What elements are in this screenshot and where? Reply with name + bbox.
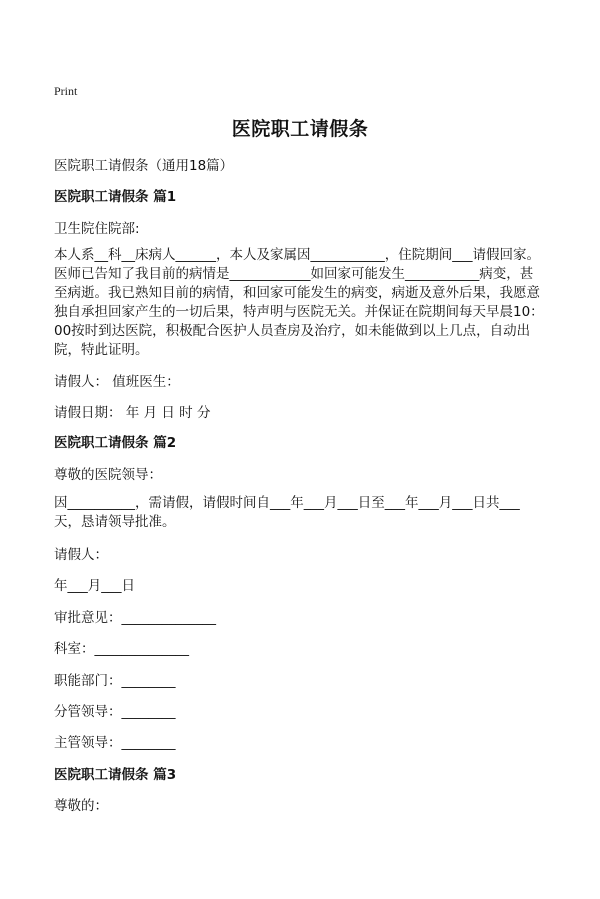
section-2-functional-dept: 职能部门：________ <box>54 673 176 689</box>
section-1-date: 请假日期： 年 月 日 时 分 <box>54 405 211 421</box>
section-2-body: 因__________，需请假，请假时间自___年___月___日至___年___月___日共___天，恳请领导批准。 <box>54 495 520 530</box>
section-1-greeting: 卫生院住院部: <box>54 221 140 237</box>
section-1-applicant: 请假人： 值班医生： <box>54 374 180 390</box>
print-link[interactable]: Print <box>54 84 78 98</box>
section-2-director: 主管领导：________ <box>54 735 176 751</box>
section-2-division-leader: 分管领导：________ <box>54 704 176 720</box>
page-title: 医院职工请假条 <box>231 118 369 140</box>
section-2-approval: 审批意见：______________ <box>54 610 216 626</box>
section-1-body: 本人系__科__床病人______，本人及家属因___________，住院期间___请假回家。医师已告知了我目前的病情是____________如回家可能发生___________病变，甚至病逝。我已熟知目前的病情，和回家可能发生的病变，病逝及意外后果，我愿意独自承担回家产生的一切后果，特声明与医院无关。并保证在院期间每天早晨10：00按时到达医院，积极配合医护人员查房及治疗，如未能做到以上几点，自动出院，特此证明。 <box>54 247 544 358</box>
section-2-applicant: 请假人： <box>54 547 108 563</box>
section-1-heading: 医院职工请假条 篇1 <box>54 189 177 205</box>
subtitle: 医院职工请假条（通用18篇） <box>54 158 234 174</box>
section-2-dept: 科室：______________ <box>54 641 189 657</box>
section-2-greeting: 尊敬的医院领导： <box>54 467 162 483</box>
section-3-greeting: 尊敬的： <box>54 798 108 814</box>
section-3-heading: 医院职工请假条 篇3 <box>54 767 177 783</box>
section-2-heading: 医院职工请假条 篇2 <box>54 435 177 451</box>
section-2-date: 年___月___日 <box>54 578 135 594</box>
